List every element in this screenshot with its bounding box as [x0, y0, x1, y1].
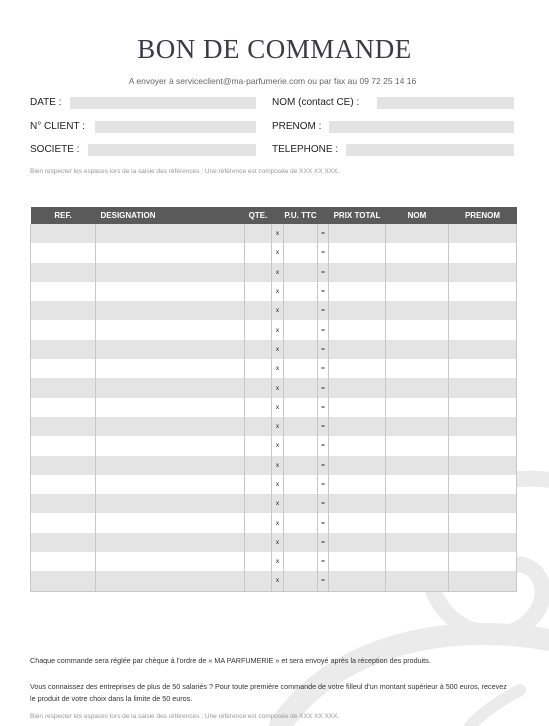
- qte-cell[interactable]: [245, 417, 272, 436]
- table-row: [31, 378, 517, 397]
- mult-sign: x: [272, 282, 284, 301]
- prenom-cell[interactable]: [449, 436, 517, 455]
- total-cell[interactable]: [329, 359, 386, 378]
- pu-cell[interactable]: [284, 320, 318, 339]
- equals-sign: =: [318, 533, 329, 552]
- nom-cell[interactable]: [386, 513, 449, 532]
- ref-cell[interactable]: [31, 513, 96, 532]
- pu-cell[interactable]: [284, 436, 318, 455]
- mult-sign: x: [272, 320, 284, 339]
- total-cell[interactable]: [329, 301, 386, 320]
- header-designation: DESIGNATION: [96, 207, 245, 224]
- equals-sign: =: [318, 552, 329, 571]
- pu-cell[interactable]: [284, 301, 318, 320]
- equals-sign: =: [318, 340, 329, 359]
- mult-sign: x: [272, 571, 284, 591]
- ref-cell[interactable]: [31, 378, 96, 397]
- nom-cell[interactable]: [386, 301, 449, 320]
- designation-cell[interactable]: [96, 571, 245, 591]
- date-label: DATE :: [30, 97, 62, 108]
- qte-cell[interactable]: [245, 456, 272, 475]
- table-row: [31, 533, 517, 552]
- table-row: [31, 340, 517, 359]
- qte-cell[interactable]: [245, 340, 272, 359]
- total-cell[interactable]: [329, 456, 386, 475]
- table-row: [31, 571, 517, 591]
- designation-cell[interactable]: [96, 320, 245, 339]
- prenom-cell[interactable]: [449, 475, 517, 494]
- prenom-cell[interactable]: [449, 243, 517, 262]
- equals-sign: =: [318, 456, 329, 475]
- prenom-cell[interactable]: [449, 513, 517, 532]
- mult-sign: x: [272, 340, 284, 359]
- designation-cell[interactable]: [96, 301, 245, 320]
- societe-label: SOCIETE :: [30, 144, 80, 155]
- qte-cell[interactable]: [245, 513, 272, 532]
- header-pu-ttc: P.U. TTC: [284, 207, 318, 224]
- ref-cell[interactable]: [31, 571, 96, 591]
- prenom-cell[interactable]: [449, 378, 517, 397]
- table-row: [31, 494, 517, 513]
- ref-cell[interactable]: [31, 243, 96, 262]
- ref-cell[interactable]: [31, 456, 96, 475]
- mult-sign: x: [272, 378, 284, 397]
- header-eq-spacer: [318, 207, 329, 224]
- qte-cell[interactable]: [245, 533, 272, 552]
- nom-cell[interactable]: [386, 494, 449, 513]
- header-nom: NOM: [386, 207, 449, 224]
- ref-cell[interactable]: [31, 398, 96, 417]
- mult-sign: x: [272, 494, 284, 513]
- qte-cell[interactable]: [245, 494, 272, 513]
- equals-sign: =: [318, 359, 329, 378]
- total-cell[interactable]: [329, 475, 386, 494]
- nom-cell[interactable]: [386, 571, 449, 591]
- page-title: BON DE COMMANDE: [137, 34, 412, 64]
- pu-cell[interactable]: [284, 359, 318, 378]
- prenom-cell[interactable]: [449, 494, 517, 513]
- mult-sign: x: [272, 552, 284, 571]
- designation-cell[interactable]: [96, 456, 245, 475]
- pu-cell[interactable]: [284, 378, 318, 397]
- table-row: [31, 552, 517, 571]
- table-row: [31, 513, 517, 532]
- designation-cell[interactable]: [96, 378, 245, 397]
- equals-sign: =: [318, 494, 329, 513]
- nom-cell[interactable]: [386, 263, 449, 282]
- prenom-cell[interactable]: [449, 571, 517, 591]
- table-row: [31, 282, 517, 301]
- total-cell[interactable]: [329, 571, 386, 591]
- total-cell[interactable]: [329, 320, 386, 339]
- designation-cell[interactable]: [96, 398, 245, 417]
- nom-cell[interactable]: [386, 243, 449, 262]
- designation-cell[interactable]: [96, 359, 245, 378]
- prenom-cell[interactable]: [449, 263, 517, 282]
- nom-cell[interactable]: [386, 320, 449, 339]
- mult-sign: x: [272, 263, 284, 282]
- designation-cell[interactable]: [96, 513, 245, 532]
- table-row: [31, 301, 517, 320]
- pu-cell[interactable]: [284, 282, 318, 301]
- table-row: [31, 475, 517, 494]
- mult-sign: x: [272, 224, 284, 243]
- total-cell[interactable]: [329, 552, 386, 571]
- ref-cell[interactable]: [31, 359, 96, 378]
- ref-cell[interactable]: [31, 320, 96, 339]
- qte-cell[interactable]: [245, 263, 272, 282]
- ref-cell[interactable]: [31, 436, 96, 455]
- pu-cell[interactable]: [284, 494, 318, 513]
- payment-note: Chaque commande sera réglée par chèque à l'ordre de « MA PARFUMERIE » et sera envoyé après la réception des produits.: [30, 656, 431, 665]
- nom-cell[interactable]: [386, 359, 449, 378]
- pu-cell[interactable]: [284, 243, 318, 262]
- equals-sign: =: [318, 436, 329, 455]
- qte-cell[interactable]: [245, 301, 272, 320]
- table-row: [31, 456, 517, 475]
- designation-cell[interactable]: [96, 552, 245, 571]
- reference-note: Bien respecter les espaces lors de la saisie des références ; Une référence est composée de XXX XX XXX.: [30, 168, 340, 175]
- prenom-field[interactable]: [329, 121, 514, 133]
- equals-sign: =: [318, 417, 329, 436]
- nom-cell[interactable]: [386, 552, 449, 571]
- header-mult-spacer: [272, 207, 284, 224]
- prenom-label: PRENOM :: [272, 121, 322, 132]
- pu-cell[interactable]: [284, 263, 318, 282]
- table-header-row: [31, 207, 517, 224]
- mult-sign: x: [272, 301, 284, 320]
- equals-sign: =: [318, 475, 329, 494]
- prenom-cell[interactable]: [449, 320, 517, 339]
- nom-cell[interactable]: [386, 456, 449, 475]
- prenom-cell[interactable]: [449, 282, 517, 301]
- table-row: [31, 436, 517, 455]
- nom-cell[interactable]: [386, 282, 449, 301]
- pu-cell[interactable]: [284, 552, 318, 571]
- mult-sign: x: [272, 398, 284, 417]
- nom-cell[interactable]: [386, 436, 449, 455]
- equals-sign: =: [318, 398, 329, 417]
- nom-field[interactable]: [377, 97, 514, 109]
- pu-cell[interactable]: [284, 475, 318, 494]
- pu-cell[interactable]: [284, 340, 318, 359]
- table-row: [31, 417, 517, 436]
- order-table: [30, 207, 517, 592]
- prenom-cell[interactable]: [449, 456, 517, 475]
- ref-cell[interactable]: [31, 417, 96, 436]
- designation-cell[interactable]: [96, 224, 245, 243]
- pu-cell[interactable]: [284, 417, 318, 436]
- nom-cell[interactable]: [386, 533, 449, 552]
- prenom-cell[interactable]: [449, 340, 517, 359]
- pu-cell[interactable]: [284, 533, 318, 552]
- qte-cell[interactable]: [245, 552, 272, 571]
- designation-cell[interactable]: [96, 263, 245, 282]
- header-ref: REF.: [31, 207, 96, 224]
- total-cell[interactable]: [329, 417, 386, 436]
- total-cell[interactable]: [329, 340, 386, 359]
- ref-cell[interactable]: [31, 263, 96, 282]
- mult-sign: x: [272, 243, 284, 262]
- header-qte: QTE.: [245, 207, 272, 224]
- pu-cell[interactable]: [284, 224, 318, 243]
- table-row: [31, 263, 517, 282]
- qte-cell[interactable]: [245, 378, 272, 397]
- qte-cell[interactable]: [245, 282, 272, 301]
- order-table-body: [31, 224, 517, 591]
- page-subtitle: A envoyer à serviceclient@ma-parfumerie.com ou par fax au 09 72 25 14 16: [128, 76, 417, 86]
- mult-sign: x: [272, 513, 284, 532]
- header-prix-total: PRIX TOTAL: [329, 207, 386, 224]
- equals-sign: =: [318, 301, 329, 320]
- equals-sign: =: [318, 320, 329, 339]
- qte-cell[interactable]: [245, 320, 272, 339]
- mult-sign: x: [272, 359, 284, 378]
- nom-cell[interactable]: [386, 417, 449, 436]
- footer-reference-note: Bien respecter les espaces lors de la saisie des références ; Une référence est composée de XXX XX XXX.: [30, 713, 340, 720]
- header-prenom: PRENOM: [449, 207, 517, 224]
- equals-sign: =: [318, 263, 329, 282]
- ref-cell[interactable]: [31, 494, 96, 513]
- total-cell[interactable]: [329, 263, 386, 282]
- mult-sign: x: [272, 417, 284, 436]
- total-cell[interactable]: [329, 224, 386, 243]
- ref-cell[interactable]: [31, 224, 96, 243]
- designation-cell[interactable]: [96, 436, 245, 455]
- date-field[interactable]: [70, 97, 256, 109]
- pu-cell[interactable]: [284, 398, 318, 417]
- equals-sign: =: [318, 224, 329, 243]
- equals-sign: =: [318, 571, 329, 591]
- equals-sign: =: [318, 282, 329, 301]
- designation-cell[interactable]: [96, 340, 245, 359]
- referral-note: Vous connaissez des entreprises de plus de 50 salariés ? Pour toute première commande de votre filleul d'un montant supérieur à 500 euros, recevez le produit de votre choix dans la limite de 50 euros.: [30, 682, 507, 703]
- designation-cell[interactable]: [96, 243, 245, 262]
- nom-cell[interactable]: [386, 378, 449, 397]
- telephone-field[interactable]: [346, 144, 514, 156]
- prenom-cell[interactable]: [449, 533, 517, 552]
- equals-sign: =: [318, 378, 329, 397]
- qte-cell[interactable]: [245, 398, 272, 417]
- table-row: [31, 224, 517, 243]
- nom-cell[interactable]: [386, 224, 449, 243]
- qte-cell[interactable]: [245, 571, 272, 591]
- ref-cell[interactable]: [31, 533, 96, 552]
- designation-cell[interactable]: [96, 417, 245, 436]
- table-row: [31, 320, 517, 339]
- ref-cell[interactable]: [31, 301, 96, 320]
- qte-cell[interactable]: [245, 475, 272, 494]
- pu-cell[interactable]: [284, 456, 318, 475]
- equals-sign: =: [318, 243, 329, 262]
- total-cell[interactable]: [329, 398, 386, 417]
- designation-cell[interactable]: [96, 533, 245, 552]
- total-cell[interactable]: [329, 436, 386, 455]
- designation-cell[interactable]: [96, 282, 245, 301]
- mult-sign: x: [272, 533, 284, 552]
- total-cell[interactable]: [329, 282, 386, 301]
- client-label: N° CLIENT :: [30, 121, 85, 132]
- qte-cell[interactable]: [245, 224, 272, 243]
- total-cell[interactable]: [329, 494, 386, 513]
- table-row: [31, 359, 517, 378]
- client-field[interactable]: [95, 121, 256, 133]
- prenom-cell[interactable]: [449, 417, 517, 436]
- qte-cell[interactable]: [245, 359, 272, 378]
- pu-cell[interactable]: [284, 571, 318, 591]
- designation-cell[interactable]: [96, 475, 245, 494]
- telephone-label: TELEPHONE :: [272, 144, 339, 155]
- ref-cell[interactable]: [31, 340, 96, 359]
- total-cell[interactable]: [329, 378, 386, 397]
- prenom-cell[interactable]: [449, 398, 517, 417]
- qte-cell[interactable]: [245, 243, 272, 262]
- prenom-cell[interactable]: [449, 359, 517, 378]
- designation-cell[interactable]: [96, 494, 245, 513]
- table-row: [31, 398, 517, 417]
- ref-cell[interactable]: [31, 475, 96, 494]
- mult-sign: x: [272, 436, 284, 455]
- mult-sign: x: [272, 456, 284, 475]
- ref-cell[interactable]: [31, 282, 96, 301]
- nom-label: NOM (contact CE) :: [272, 97, 360, 108]
- nom-cell[interactable]: [386, 475, 449, 494]
- prenom-cell[interactable]: [449, 224, 517, 243]
- table-row: [31, 243, 517, 262]
- societe-field[interactable]: [88, 144, 256, 156]
- mult-sign: x: [272, 475, 284, 494]
- total-cell[interactable]: [329, 243, 386, 262]
- nom-cell[interactable]: [386, 398, 449, 417]
- equals-sign: =: [318, 513, 329, 532]
- qte-cell[interactable]: [245, 436, 272, 455]
- prenom-cell[interactable]: [449, 552, 517, 571]
- ref-cell[interactable]: [31, 552, 96, 571]
- nom-cell[interactable]: [386, 340, 449, 359]
- prenom-cell[interactable]: [449, 301, 517, 320]
- total-cell[interactable]: [329, 513, 386, 532]
- pu-cell[interactable]: [284, 513, 318, 532]
- total-cell[interactable]: [329, 533, 386, 552]
